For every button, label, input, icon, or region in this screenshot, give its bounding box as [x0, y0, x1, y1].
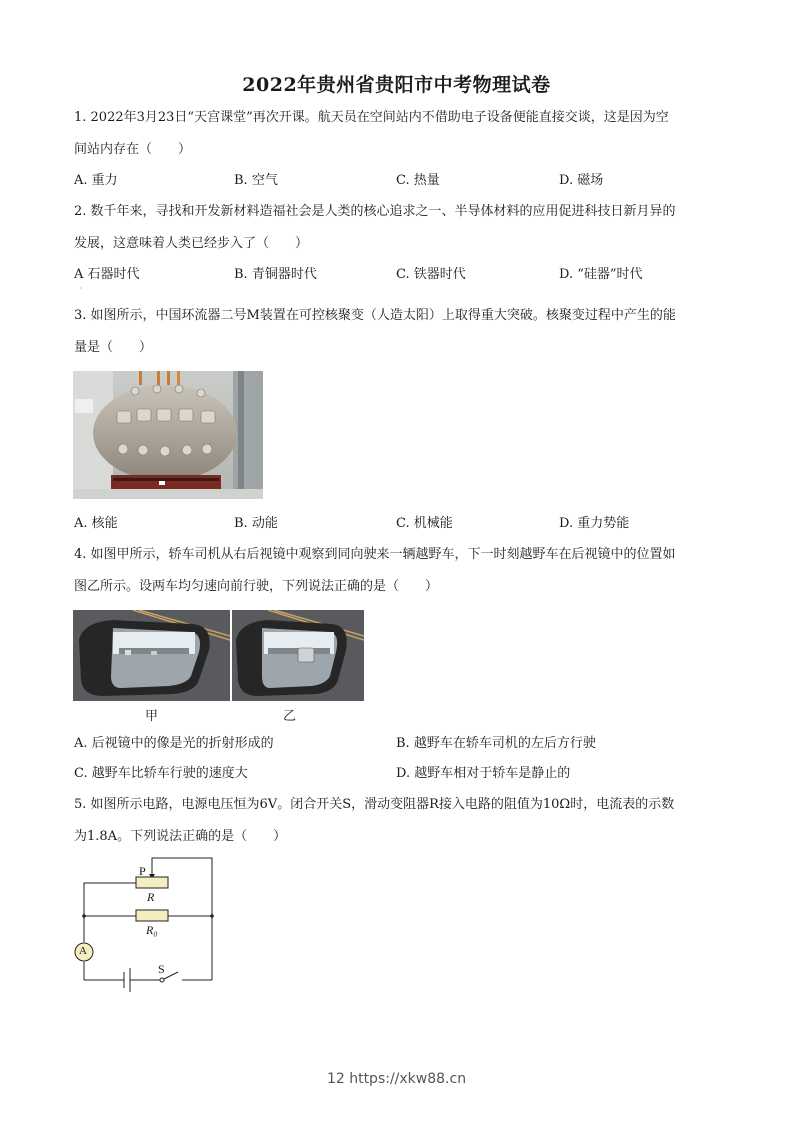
q1-option-d: D. 磁场 — [559, 173, 604, 188]
label-slider-p: P — [139, 864, 146, 878]
q3-option-d: D. 重力势能 — [559, 516, 630, 531]
label-switch-s: S — [158, 962, 165, 976]
q2-option-c: C. 铁器时代 — [396, 267, 466, 282]
question-2-line-2: 发展，这意味着人类已经步入了（ ） — [74, 236, 309, 251]
q2-option-b: B. 青铜器时代 — [234, 267, 317, 282]
question-2-line-1: 2. 数千年来，寻找和开发新材料造福社会是人类的核心追求之一、半导体材料的应用促进科技日新月异的 — [74, 204, 676, 219]
q3-option-c: C. 机械能 — [396, 516, 453, 531]
q3-option-b: B. 动能 — [234, 516, 278, 531]
question-5-line-2: 为1.8A。下列说法正确的是（ ） — [74, 829, 287, 844]
q4-option-a: A. 后视镜中的像是光的折射形成的 — [74, 736, 274, 751]
q1-option-c: C. 热量 — [396, 173, 440, 188]
q2-option-a: A 石器时代 — [74, 267, 140, 282]
label-resistor-r0: R₀ — [146, 923, 158, 937]
question-3-line-1: 3. 如图所示，中国环流器二号M装置在可控核聚变（人造太阳）上取得重大突破。核聚变过程中产生的能 — [74, 308, 676, 323]
q4-option-c: C. 越野车比轿车行驶的速度大 — [74, 766, 248, 781]
mirror-photo-jia — [73, 610, 230, 701]
mirror-photo-yi — [232, 610, 364, 701]
label-rheostat-r: R — [147, 890, 155, 904]
q3-option-a: A. 核能 — [74, 516, 118, 531]
page-title: 2022年贵州省贵阳市中考物理试卷 — [242, 74, 551, 96]
question-4-line-2: 图乙所示。设两车均匀速向前行驶，下列说法正确的是（ ） — [74, 579, 439, 594]
tokamak-photo — [73, 371, 263, 499]
q4-option-b: B. 越野车在轿车司机的左后方行驶 — [396, 736, 596, 751]
caption-jia: 甲 — [145, 709, 159, 724]
question-5-line-1: 5. 如图所示电路，电源电压恒为6V。闭合开关S，滑动变阻器R接入电路的阻值为10Ω时，电流表的示数 — [74, 797, 675, 812]
q1-option-a: A. 重力 — [74, 173, 118, 188]
label-ammeter-a: A — [79, 945, 87, 957]
page-footer: 12 https://xkw88.cn — [326, 1071, 467, 1087]
q2-option-d: D. “硅器”时代 — [559, 267, 643, 282]
question-1-line-2: 间站内存在（ ） — [74, 142, 192, 157]
question-4-line-1: 4. 如图甲所示，轿车司机从右后视镜中观察到同向驶来一辆越野车，下一时刻越野车在后视镜中的位置如 — [74, 547, 676, 562]
question-1-line-1: 1. 2022年3月23日“天宫课堂”再次开课。航天员在空间站内不借助电子设备便能直接交谈，这是因为空 — [74, 110, 669, 125]
caption-yi: 乙 — [283, 709, 297, 724]
q1-option-b: B. 空气 — [234, 173, 278, 188]
question-3-line-2: 量是（ ） — [74, 340, 153, 355]
stray-mark: ' — [80, 286, 83, 295]
circuit-diagram — [70, 852, 230, 1002]
q4-option-d: D. 越野车相对于轿车是静止的 — [396, 766, 571, 781]
